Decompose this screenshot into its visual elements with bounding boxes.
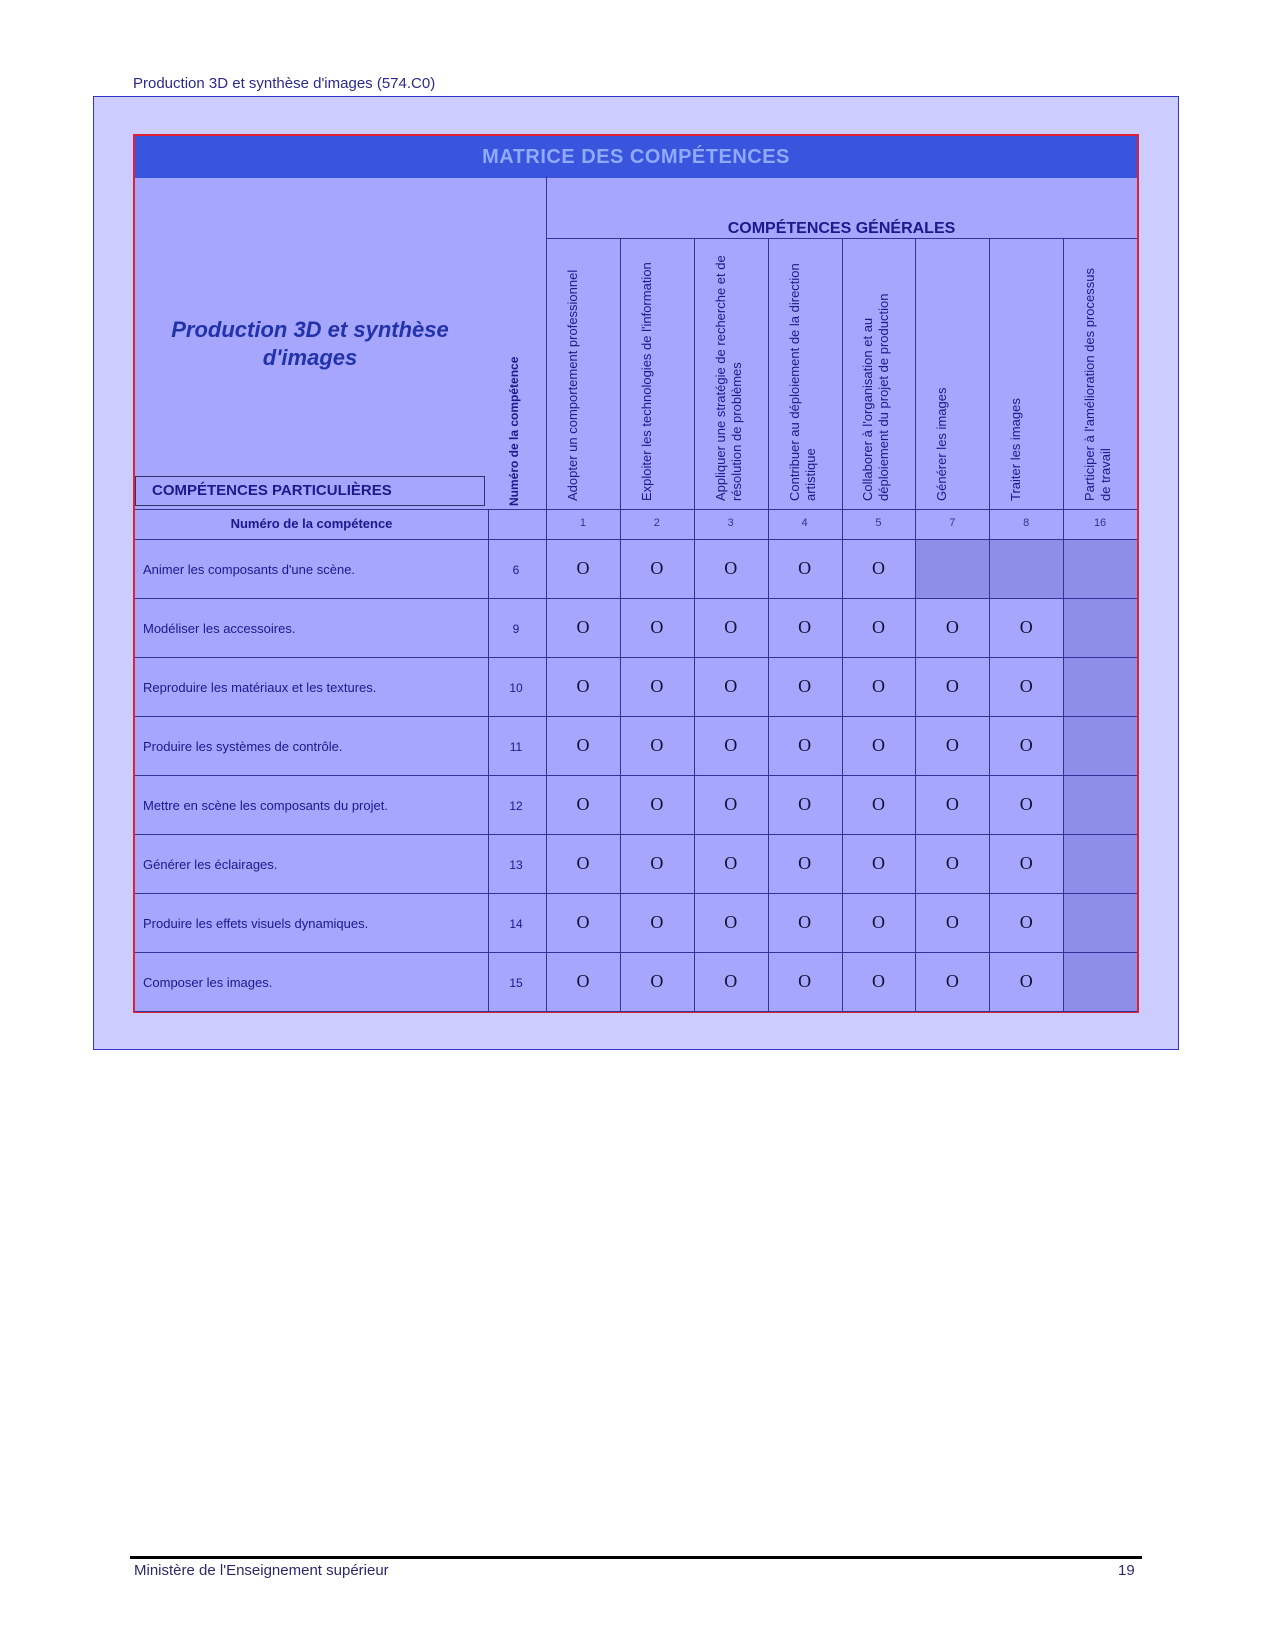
shaded-cell	[1063, 716, 1137, 775]
matrix-mark: O	[798, 853, 812, 873]
general-competency-header: Collaborer à l'organisation et au déploiement du projet de production	[860, 293, 892, 501]
grid-vline	[546, 176, 547, 1011]
matrix-mark: O	[1019, 676, 1033, 696]
grid-vline	[694, 238, 695, 1011]
matrix-mark: O	[798, 794, 812, 814]
matrix-mark: O	[1019, 912, 1033, 932]
general-competency-number: 16	[1093, 517, 1107, 529]
shaded-cell	[1063, 893, 1137, 952]
grid-hline	[135, 893, 1137, 894]
general-competency-header: Générer les images	[934, 387, 950, 501]
shaded-cell	[1063, 539, 1137, 598]
competency-matrix	[133, 134, 1139, 1013]
matrix-mark: O	[871, 617, 885, 637]
grid-vline	[1063, 238, 1064, 1011]
shaded-cell	[1063, 598, 1137, 657]
matrix-mark: O	[576, 676, 590, 696]
matrix-mark: O	[576, 794, 590, 814]
general-competency-header: Contribuer au déploiement de la direction artistique	[786, 263, 818, 501]
competency-number-vertical-label: Numéro de la compétence	[507, 356, 521, 506]
grid-vline	[488, 509, 489, 1011]
matrix-mark: O	[576, 853, 590, 873]
grid-hline	[135, 598, 1137, 599]
grid-hline	[135, 539, 1137, 540]
matrix-mark: O	[1019, 735, 1033, 755]
particular-competency-number: 11	[509, 740, 523, 754]
matrix-mark: O	[650, 912, 664, 932]
matrix-mark: O	[798, 676, 812, 696]
matrix-mark: O	[650, 971, 664, 991]
particular-competency-label: Produire les effets visuels dynamiques.	[143, 916, 369, 931]
matrix-mark: O	[576, 558, 590, 578]
grid-vline	[915, 238, 916, 1011]
matrix-mark: O	[945, 971, 959, 991]
particular-competency-number: 9	[512, 622, 520, 636]
matrix-mark: O	[871, 735, 885, 755]
matrix-mark: O	[945, 794, 959, 814]
matrix-mark: O	[945, 912, 959, 932]
matrix-mark: O	[798, 735, 812, 755]
grid-vline	[620, 238, 621, 1011]
matrix-mark: O	[945, 735, 959, 755]
shaded-cell	[1063, 775, 1137, 834]
footer-page-number: 19	[1118, 1562, 1135, 1579]
matrix-mark: O	[871, 853, 885, 873]
matrix-mark: O	[945, 853, 959, 873]
grid-hline	[135, 834, 1137, 835]
general-competency-number: 2	[653, 517, 660, 529]
shaded-cell	[1063, 657, 1137, 716]
general-competency-number: 8	[1023, 517, 1030, 529]
shaded-cell	[989, 539, 1063, 598]
matrix-mark: O	[798, 971, 812, 991]
matrix-mark: O	[724, 794, 738, 814]
particular-competency-number: 14	[509, 917, 523, 931]
general-competency-number: 5	[875, 517, 882, 529]
matrix-mark: O	[1019, 853, 1033, 873]
particular-competency-label: Animer les composants d'une scène.	[143, 562, 356, 577]
general-competency-header: Appliquer une stratégie de recherche et de résolution de problèmes	[712, 255, 744, 501]
matrix-mark: O	[945, 617, 959, 637]
matrix-mark: O	[1019, 971, 1033, 991]
general-competency-number: 3	[727, 517, 734, 529]
matrix-title: MATRICE DES COMPÉTENCES	[135, 136, 1137, 178]
general-competency-header: Adopter un comportement professionnel	[564, 269, 580, 501]
matrix-mark: O	[798, 912, 812, 932]
general-competency-header: Participer à l'amélioration des processus de travail	[1082, 268, 1114, 501]
matrix-mark: O	[576, 912, 590, 932]
grid-hline	[135, 509, 1137, 510]
competency-number-row-label: Numéro de la compétence	[230, 516, 393, 531]
matrix-mark: O	[650, 735, 664, 755]
general-competency-header: Exploiter les technologies de l'information	[638, 262, 654, 501]
matrix-mark: O	[650, 617, 664, 637]
shaded-cell	[915, 539, 989, 598]
grid-hline	[135, 952, 1137, 953]
general-competency-number: 1	[579, 517, 586, 529]
matrix-mark: O	[724, 558, 738, 578]
grid-hline	[135, 775, 1137, 776]
matrix-mark: O	[576, 617, 590, 637]
particular-competency-label: Modéliser les accessoires.	[143, 621, 296, 636]
grid-vline	[989, 238, 990, 1011]
particular-competencies-label: COMPÉTENCES PARTICULIÈRES	[135, 476, 485, 506]
matrix-mark: O	[724, 735, 738, 755]
matrix-mark: O	[650, 853, 664, 873]
matrix-mark: O	[871, 794, 885, 814]
footer-divider	[130, 1556, 1142, 1559]
matrix-mark: O	[724, 971, 738, 991]
matrix-mark: O	[650, 794, 664, 814]
matrix-mark: O	[798, 617, 812, 637]
particular-competency-number: 10	[509, 681, 523, 695]
grid-hline	[135, 716, 1137, 717]
matrix-mark: O	[724, 853, 738, 873]
particular-competency-number: 13	[509, 858, 523, 872]
matrix-mark: O	[1019, 617, 1033, 637]
particular-competency-number: 12	[509, 799, 523, 813]
grid-hline	[135, 657, 1137, 658]
matrix-mark: O	[650, 676, 664, 696]
matrix-mark: O	[798, 558, 812, 578]
particular-competency-label: Produire les systèmes de contrôle.	[143, 739, 343, 754]
matrix-mark: O	[871, 912, 885, 932]
footer-ministry: Ministère de l'Enseignement supérieur	[134, 1562, 389, 1579]
general-competencies-title: COMPÉTENCES GÉNÉRALES	[727, 220, 956, 237]
matrix-mark: O	[650, 558, 664, 578]
matrix-mark: O	[1019, 794, 1033, 814]
matrix-mark: O	[724, 676, 738, 696]
shaded-cell	[1063, 834, 1137, 893]
particular-competency-label: Composer les images.	[143, 975, 273, 990]
matrix-mark: O	[945, 676, 959, 696]
matrix-mark: O	[724, 912, 738, 932]
grid-vline	[842, 238, 843, 1011]
page-header-title: Production 3D et synthèse d'images (574.C0)	[133, 75, 436, 92]
matrix-mark: O	[576, 735, 590, 755]
grid-hline	[546, 238, 1137, 239]
matrix-mark: O	[871, 558, 885, 578]
general-competency-header: Traiter les images	[1008, 398, 1024, 501]
matrix-mark: O	[724, 617, 738, 637]
general-competency-number: 4	[801, 517, 808, 529]
particular-competency-number: 6	[512, 563, 520, 577]
program-title: Production 3D et synthèse d'images	[171, 317, 449, 370]
particular-competency-number: 15	[509, 976, 523, 990]
grid-vline	[768, 238, 769, 1011]
particular-competency-label: Générer les éclairages.	[143, 857, 278, 872]
particular-competency-label: Mettre en scène les composants du projet.	[143, 798, 388, 813]
shaded-cell	[1063, 952, 1137, 1011]
matrix-mark: O	[871, 676, 885, 696]
particular-competency-label: Reproduire les matériaux et les textures.	[143, 680, 377, 695]
matrix-mark: O	[576, 971, 590, 991]
grid-hline	[135, 1011, 1137, 1012]
general-competency-number: 7	[949, 517, 956, 529]
matrix-mark: O	[871, 971, 885, 991]
